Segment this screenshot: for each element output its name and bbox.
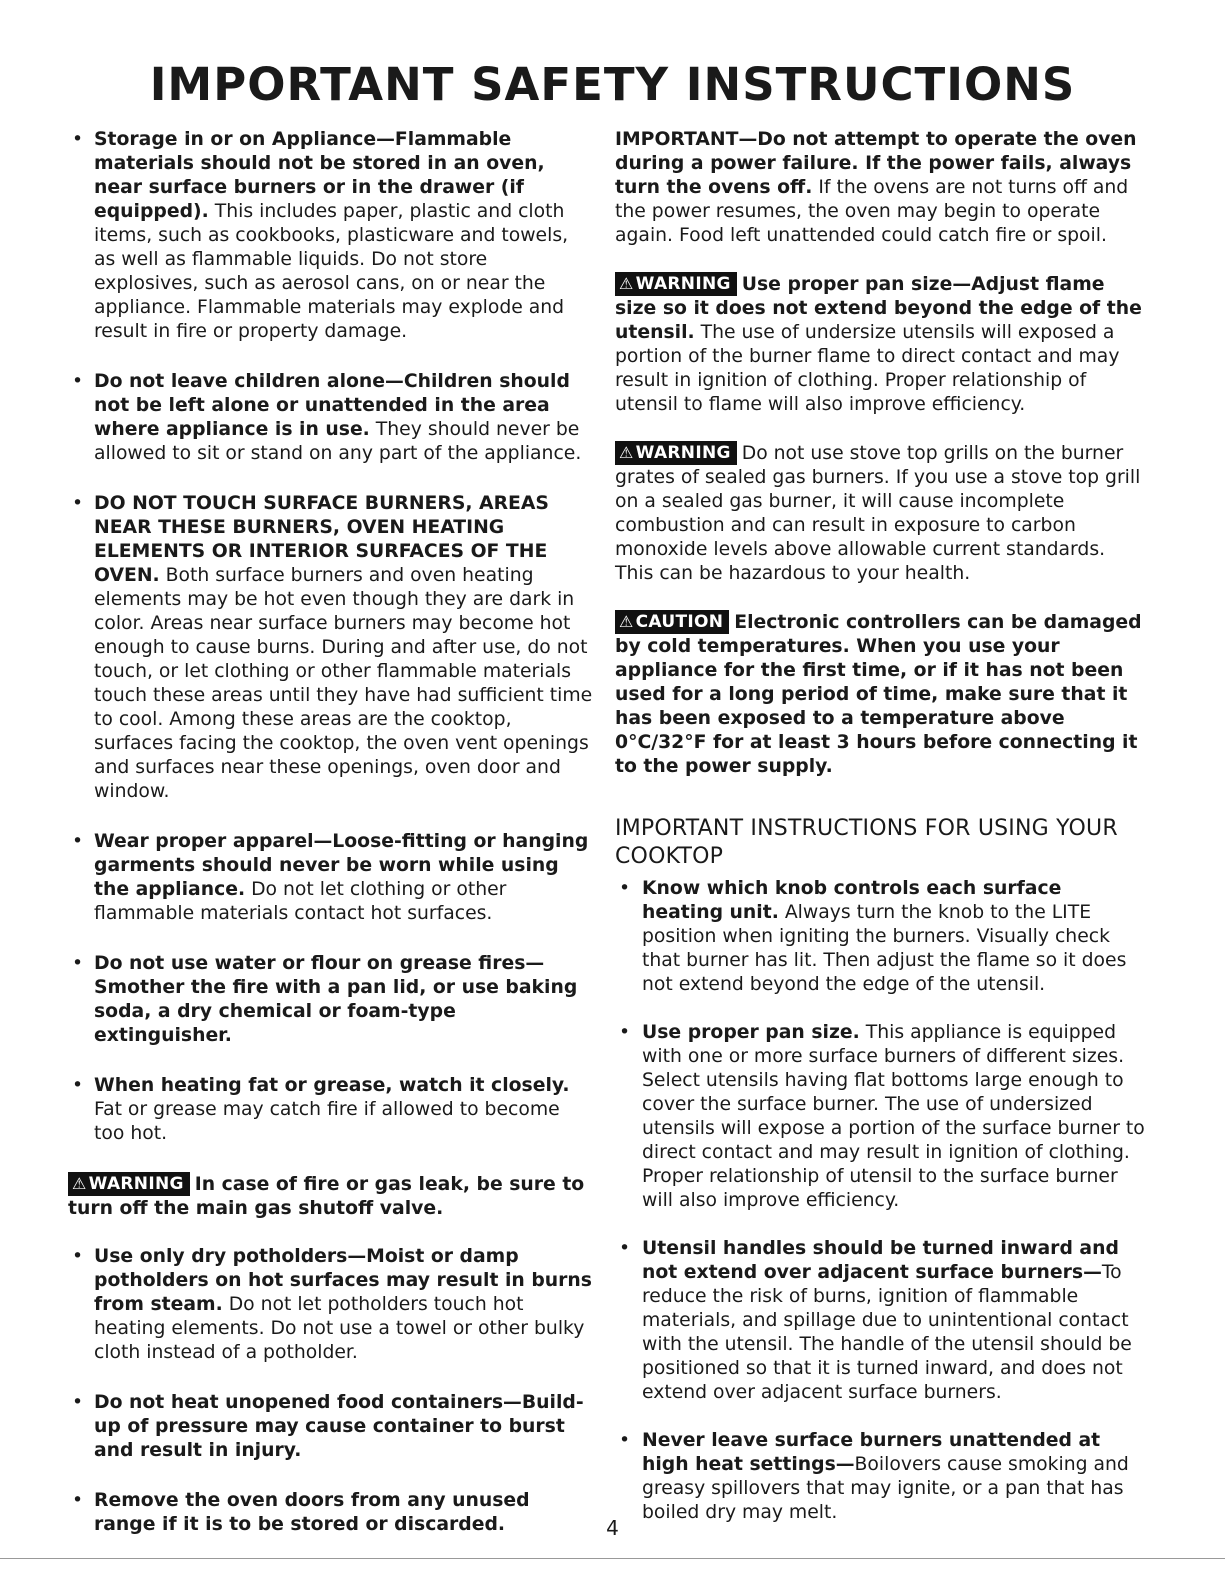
warning-badge-label: WARNING [635,274,731,294]
item-heading: Utensil handles should be turned inward and not extend over adjacent surface burners— [642,1238,1119,1283]
safety-item-storage [68,128,595,344]
caution-heading: Electronic controllers can be damaged by cold temperatures. When you use your appliance for the first time, or if it has not been used for a long period of time, make sure that it has been exposed to a temperature above 0°C/32°F for at least 3 hours before connecting it to the power supply. [615,612,1142,777]
item-heading: Remove the oven doors from any unused range if it is to be stored or discarded. [94,1490,530,1535]
cooktop-item-pan-size [615,1021,1145,1213]
item-heading: Use proper pan size. [642,1022,860,1043]
item-heading: Never leave surface burners unattended at high heat settings— [642,1430,1101,1475]
item-text: Do not let clothing or other flammable materials contact hot surfaces. [94,879,507,924]
item-heading: Do not leave children alone—Children should not be left alone or unattended in the area where appliance is in use. [94,371,570,440]
cooktop-item-utensil-handles [615,1237,1145,1405]
item-heading: When heating fat or grease, watch it closely. [94,1075,570,1096]
warning-gas-leak [68,1172,595,1221]
warning-heading: Use proper pan size—Adjust flame size so it does not extend beyond the edge of the utensil. [615,274,1142,343]
item-heading: DO NOT TOUCH SURFACE BURNERS, AREAS NEAR THESE BURNERS, OVEN HEATING ELEMENTS OR INTERIOR SURFACES OF THE OVEN. [94,493,549,586]
caution-badge-label: CAUTION [635,612,724,632]
left-column [68,128,595,1563]
warning-triangle-icon: ⚠ [619,443,634,462]
warning-badge-label: WARNING [635,443,731,463]
item-text: Do not let potholders touch hot heating elements. Do not use a towel or other bulky cloth instead of a potholder. [94,1294,585,1363]
notice-power-failure [615,128,1145,248]
warning-badge-label: WARNING [88,1174,184,1194]
caution-electronic-controllers [615,610,1145,779]
notice-heading: IMPORTANT—Do not attempt to operate the oven during a power failure. If the power fails, always turn the ovens off. [615,129,1137,198]
cooktop-item-unattended [615,1429,1145,1525]
notice-text: If the ovens are not turns off and the power resumes, the oven may begin to operate again. Food left unattended could catch fire or spoil. [615,177,1129,246]
item-text: Both surface burners and oven heating elements may be hot even though they are dark in color. Areas near surface burners may become hot enough to cause burns. During and after use, do not touch, or let clothing or other flammable materials touch these areas until they have had sufficient time to cool. Among these areas are the cooktop, surfaces facing the cooktop, the oven vent openings and surfaces near these openings, oven door and window. [94,565,593,802]
safety-item-heating-fat [68,1074,595,1146]
item-text: Always turn the knob to the LITE position when igniting the burners. Visually check that burner has lit. Then adjust the flame so it does not extend beyond the edge of the utensil. [642,902,1127,995]
right-column [615,128,1145,1549]
warning-text: The use of undersize utensils will exposed a portion of the burner flame to direct contact and may result in ignition of clothing. Proper relationship of utensil to flame will also improve efficiency. [615,322,1120,415]
item-text: Boilovers cause smoking and greasy spillovers that may ignite, or a pan that has boiled dry may melt. [642,1454,1129,1523]
item-heading: Use only dry potholders—Moist or damp potholders on hot surfaces may result in burns from steam. [94,1246,592,1315]
bottom-divider [0,1558,1225,1559]
safety-item-children [68,370,595,466]
cooktop-item-knob [615,877,1145,997]
warning-text: Do not use stove top grills on the burner grates of sealed gas burners. If you use a stove top grill on a sealed gas burner, it will cause incomplete combustion and can result in exposure to carbon monoxide levels above allowable current standards. This can be hazardous to your health. [615,443,1141,584]
safety-item-apparel [68,830,595,926]
warning-triangle-icon: ⚠ [619,612,634,631]
item-text: Fat or grease may catch fire if allowed to become too hot. [94,1099,560,1144]
page-number: 4 [606,1516,619,1540]
item-text: They should never be allowed to sit or stand on any part of the appliance. [94,419,582,464]
item-heading: Do not heat unopened food containers—Build-up of pressure may cause container to burst and result in injury. [94,1392,584,1461]
item-heading: Know which knob controls each surface heating unit. [642,878,1062,923]
safety-item-potholders [68,1245,595,1365]
item-heading: Storage in or on Appliance—Flammable materials should not be stored in an oven, near surface burners or in the drawer (if equipped). [94,129,545,222]
section-heading-cooktop: IMPORTANT INSTRUCTIONS FOR USING YOUR COOKTOP [615,816,1118,869]
warning-stove-top-grills [615,441,1145,586]
item-text: To reduce the risk of burns, ignition of flammable materials, and spillage due to unintentional contact with the utensil. The handle of the utensil should be positioned so that it is turned inward, and does not extend over adjacent surface burners. [642,1262,1132,1403]
item-text: This includes paper, plastic and cloth items, such as cookbooks, plasticware and towels, as well as flammable liquids. Do not store explosives, such as aerosol cans, on or near the appliance. Flammable materials may explode and result in fire or property damage. [94,201,569,342]
page-title: IMPORTANT SAFETY INSTRUCTIONS [149,58,1076,111]
warning-badge [68,1172,190,1196]
caution-badge [615,610,729,634]
item-heading: Wear proper apparel—Loose-fitting or hanging garments should never be worn while using the appliance. [94,831,589,900]
safety-item-grease-fires [68,952,595,1048]
warning-triangle-icon: ⚠ [72,1174,87,1193]
warning-badge [615,441,737,465]
safety-item-food-containers [68,1391,595,1463]
warning-badge [615,272,737,296]
item-text: This appliance is equipped with one or more surface burners of different sizes. Select utensils having flat bottoms large enough to cover the surface burner. The use of undersized utensils will expose a portion of the surface burner to direct contact and may result in ignition of clothing. Proper relationship of utensil to the surface burner will also improve efficiency. [642,1022,1145,1211]
warning-pan-size [615,272,1145,417]
item-heading: Do not use water or flour on grease fires—Smother the fire with a pan lid, or use baking soda, a dry chemical or foam-type extinguisher. [94,953,578,1046]
safety-item-hot-surfaces [68,492,595,804]
warning-heading: In case of fire or gas leak, be sure to turn off the main gas shutoff valve. [68,1174,585,1219]
warning-triangle-icon: ⚠ [619,274,634,293]
